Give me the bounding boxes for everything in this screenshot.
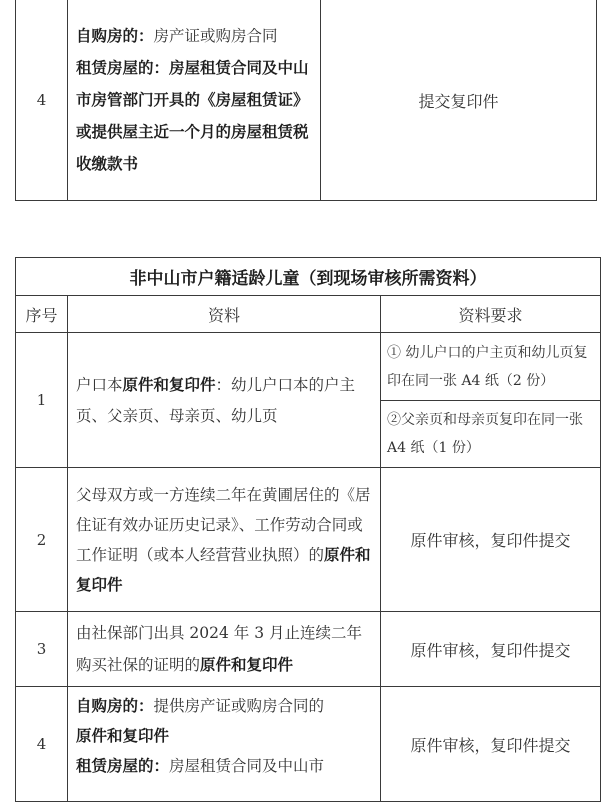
non-resident-children-table — [15, 257, 601, 802]
material-text: 父母双方或一方连续二年在黄圃居住的《居住证有效办证历史记录》、工作劳动合同或工作证明（或本人经营营业执照）的 — [76, 485, 371, 564]
material-bold: 原件和复印件 — [76, 544, 371, 594]
row-number: 4 — [16, 687, 68, 802]
table-title-row — [16, 258, 601, 296]
requirement-cell: 原件审核，复印件提交 — [381, 687, 601, 802]
row-number: 3 — [16, 612, 68, 687]
table-row — [16, 687, 601, 802]
header-seq: 序号 — [16, 296, 68, 333]
table-row — [16, 333, 601, 401]
material-text: 房屋租赁合同及中山市 — [169, 757, 325, 775]
material-text: ：幼儿户口本的户主页、父亲页、母亲页、幼儿页 — [76, 375, 356, 425]
row-number: 1 — [16, 333, 68, 468]
row-number: 2 — [16, 468, 68, 612]
material-text: 提供房产证或购房合同的 — [153, 697, 325, 715]
material-text: 由社保部门出具 2024 年 3 月止连续二年购买社保的证明的 — [76, 623, 363, 674]
material-bold: 原件和复印件 — [200, 654, 294, 674]
previous-page-table — [15, 0, 597, 201]
table-row — [16, 0, 597, 201]
header-requirement: 资料要求 — [381, 296, 601, 333]
rent-label: 租赁房屋的： — [76, 756, 170, 775]
material-cell — [68, 468, 381, 612]
self-buy-label: 自购房的： — [76, 696, 154, 715]
header-material: 资料 — [68, 296, 381, 333]
requirement-cell: ① 幼儿户口的户主页和幼儿页复印在同一张 A4 纸（2 份） — [381, 333, 601, 401]
table-header-row — [16, 296, 601, 333]
table-title: 非中山市户籍适龄儿童（到现场审核所需资料） — [16, 258, 601, 296]
requirement-cell: 原件审核，复印件提交 — [381, 612, 601, 687]
material-bold: 原件和复印件 — [76, 726, 170, 745]
requirement-cell: 提交复印件 — [321, 0, 597, 201]
material-cell — [68, 333, 381, 468]
table-row — [16, 468, 601, 612]
row-number: 4 — [16, 0, 68, 201]
material-text: 户口本 — [76, 375, 123, 394]
self-buy-label: 自购房的： — [76, 26, 154, 45]
rent-text: 房屋租赁合同及中山市房管部门开具的《房屋租赁证》或提供屋主近一个月的房屋租赁税收缴款书 — [76, 58, 309, 173]
material-cell — [68, 612, 381, 687]
rent-label: 租赁房屋的： — [76, 58, 170, 77]
material-bold: 原件和复印件 — [122, 374, 216, 394]
material-cell — [68, 0, 321, 201]
self-buy-text: 房产证或购房合同 — [153, 27, 278, 45]
requirement-cell: 原件审核，复印件提交 — [381, 468, 601, 612]
requirement-cell: ②父亲页和母亲页复印在同一张 A4 纸（1 份） — [381, 401, 601, 468]
material-cell — [68, 687, 381, 802]
table-row — [16, 612, 601, 687]
